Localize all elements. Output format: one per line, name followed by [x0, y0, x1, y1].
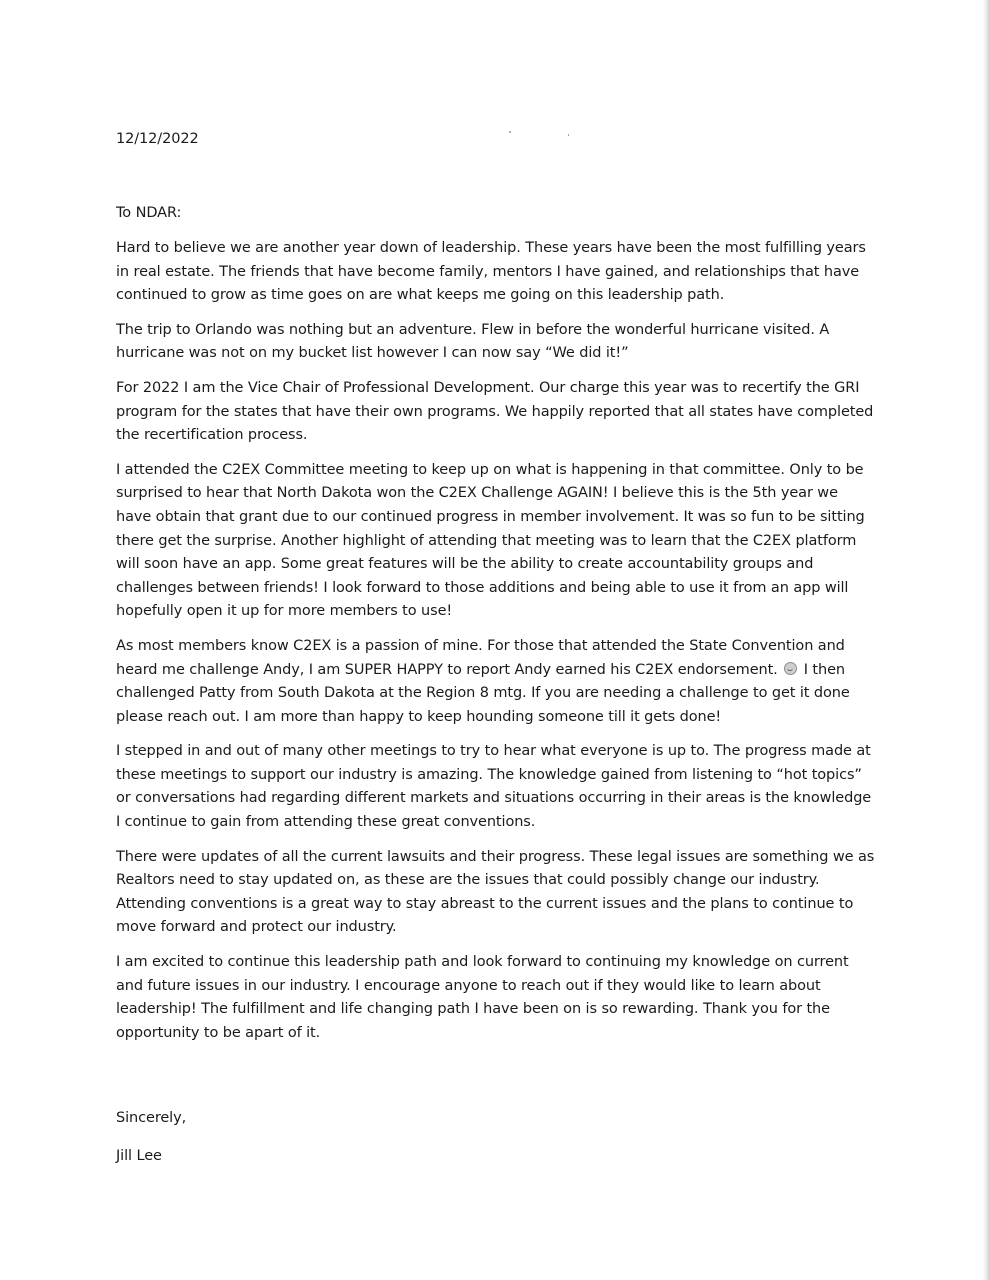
scan-edge-shadow: [983, 0, 989, 1280]
paragraph-c2ex-committee: I attended the C2EX Committee meeting to keep up on what is happening in that committee. Only to be surprised to hear that North Dakota won the C2EX Challenge AGAIN! I believe this is the 5th year we have obtain that grant due to our continued progress in member involvement. It was so fun to be sitting there get the surprise. Another highlight of attending that meeting was to learn that the C2EX platform will soon have an app. Some great features will be the ability to create accountability groups and challenges between friends! I look forward to those additions and being able to use it from an app will hopefully open it up for more members to use!: [116, 461, 865, 620]
paragraph-other-meetings: I stepped in and out of many other meetings to try to hear what everyone is up to. The progress made at these meetings to support our industry is amazing. The knowledge gained from listening to “hot topics” or conversations had regarding different markets and situations occurring in their areas is the knowledge I continue to gain from attending these great conventions.: [116, 743, 872, 831]
paragraph-closing-thoughts: I am excited to continue this leadership path and look forward to continuing my knowledge on current and future issues in our industry. I encourage anyone to reach out if they would like to learn about leadership! The fulfillment and life changing path I have been on is so rewarding. Thank you for the opportunity to be apart of it.: [116, 954, 849, 1041]
paragraph-c2ex-passion-part1: As most members know C2EX is a passion of mine. For those that attended the State Convention and heard me challenge Andy, I am SUPER HAPPY to report Andy earned his C2EX endorsement.: [116, 637, 845, 678]
letter-salutation: To NDAR:: [116, 205, 182, 221]
letter-content: [116, 128, 876, 1164]
paragraph-c2ex-passion-part2: I then challenged Patty from South Dakota at the Region 8 mtg. If you are needing a challenge to get it done please reach out. I am more than happy to keep hounding someone till it gets done!: [116, 661, 850, 725]
paragraph-lawsuits: There were updates of all the current lawsuits and their progress. These legal issues are something we as Realtors need to stay updated on, as these are the issues that could possibly change our industry. Attending conventions is a great way to stay abreast to the current issues and the plans to continue to move forward and protect our industry.: [116, 848, 875, 936]
letter-signature-name: Jill Lee: [116, 1148, 162, 1164]
smiley-emoji-icon: [784, 662, 797, 675]
letter-closing: Sincerely,: [116, 1110, 187, 1126]
paragraph-orlando-trip: The trip to Orlando was nothing but an adventure. Flew in before the wonderful hurricane visited. A hurricane was not on my bucket list however I can now say “We did it!”: [116, 321, 830, 362]
paragraph-c2ex-passion: [116, 635, 876, 729]
paragraph-leadership-year: Hard to believe we are another year down of leadership. These years have been the most fulfilling years in real estate. The friends that have become family, mentors I have gained, and relationships that have continued to grow as time goes on are what keeps me going on this leadership path.: [116, 240, 866, 304]
letter-body: [116, 237, 876, 1056]
paragraph-vice-chair: For 2022 I am the Vice Chair of Professional Development. Our charge this year was to recertify the GRI program for the states that have their own programs. We happily reported that all states have completed the recertification process.: [116, 379, 874, 444]
letter-date: 12/12/2022: [116, 131, 199, 147]
